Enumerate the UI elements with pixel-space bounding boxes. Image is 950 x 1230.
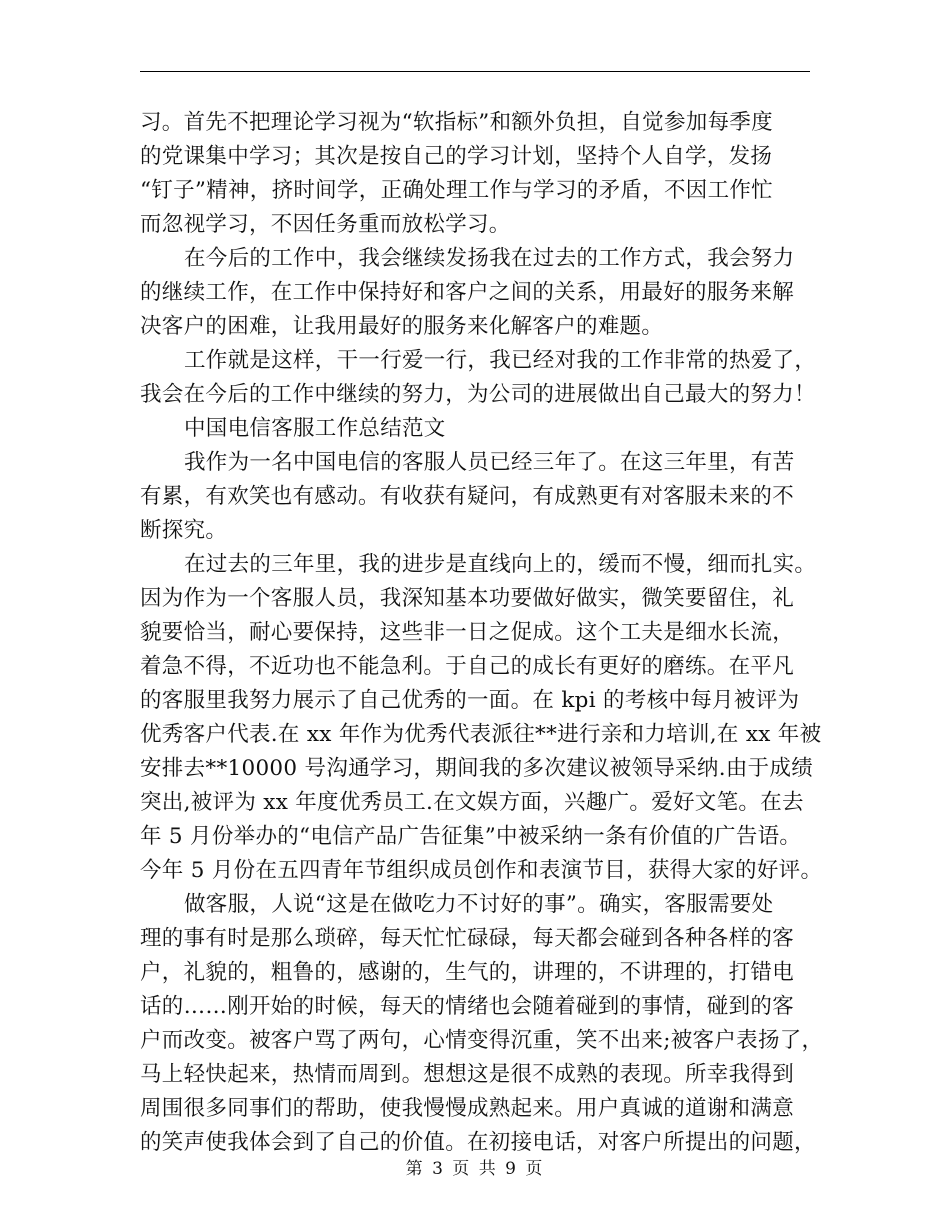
text-line: 中国电信客服工作总结范文	[184, 416, 446, 441]
text-line: 断探究。	[140, 518, 228, 543]
text-line: 貌要恰当，耐心要保持，这些非一日之促成。这个工夫是细水长流，	[140, 620, 795, 645]
text-line: “钉子”精神，挤时间学，正确处理工作与学习的矛盾，不因工作忙	[140, 178, 773, 203]
text-line: 工作就是这样，干一行爱一行，我已经对我的工作非常的热爱了，	[184, 348, 817, 373]
text-line: 在今后的工作中，我会继续发扬我在过去的工作方式，我会努力	[184, 246, 795, 271]
text-line: 户而改变。被客户骂了两句，心情变得沉重，笑不出来;被客户表扬了，	[140, 1028, 824, 1053]
header-rule	[140, 71, 810, 72]
text-line: 周围很多同事们的帮助，使我慢慢成熟起来。用户真诚的道谢和满意	[140, 1096, 795, 1121]
text-line: 话的……刚开始的时候，每天的情绪也会随着碰到的事情，碰到的客	[140, 994, 795, 1019]
text-line: 今年 5 月份在五四青年节组织成员创作和表演节目，获得大家的好评。	[140, 858, 823, 883]
text-line: 的笑声使我体会到了自己的价值。在初接电话，对客户所提出的问题，	[140, 1130, 816, 1155]
text-line: 因为作为一个客服人员，我深知基本功要做好做实，微笑要留住，礼	[140, 586, 795, 611]
text-line: 习。首先不把理论学习视为“软指标”和额外负担，自觉参加每季度	[140, 110, 773, 135]
text-line: 做客服，人说“这是在做吃力不讨好的事”。确实，客服需要处	[184, 892, 774, 917]
text-line: 户，礼貌的，粗鲁的，感谢的，生气的，讲理的，不讲理的，打错电	[140, 960, 795, 985]
text-line: 突出,被评为 xx 年度优秀员工.在文娱方面，兴趣广。爱好文笔。在去	[140, 790, 804, 815]
text-line: 着急不得，不近功也不能急利。于自己的成长有更好的磨练。在平凡	[140, 654, 795, 679]
text-line: 安排去**10000 号沟通学习，期间我的多次建议被领导采纳.由于成绩	[140, 756, 814, 781]
text-line: 我作为一名中国电信的客服人员已经三年了。在这三年里，有苦	[184, 450, 795, 475]
text-line: 年 5 月份举办的“电信产品广告征集”中被采纳一条有价值的广告语。	[140, 824, 802, 849]
text-line: 我会在今后的工作中继续的努力，为公司的进展做出自己最大的努力！	[140, 382, 816, 407]
text-line: 理的事有时是那么琐碎，每天忙忙碌碌，每天都会碰到各种各样的客	[140, 926, 795, 951]
text-line: 的继续工作，在工作中保持好和客户之间的关系，用最好的服务来解	[140, 280, 795, 305]
text-line: 的党课集中学习；其次是按自己的学习计划，坚持个人自学，发扬	[140, 144, 773, 169]
text-line: 而忽视学习，不因任务重而放松学习。	[140, 212, 511, 237]
text-line: 有累，有欢笑也有感动。有收获有疑问，有成熟更有对客服未来的不	[140, 484, 795, 509]
text-line: 在过去的三年里，我的进步是直线向上的，缓而不慢，细而扎实。	[184, 552, 817, 577]
text-line: 优秀客户代表.在 xx 年作为优秀代表派往**进行亲和力培训,在 xx 年被	[140, 722, 822, 747]
text-line: 决客户的困难，让我用最好的服务来化解客户的难题。	[140, 314, 664, 339]
text-line: 马上轻快起来，热情而周到。想想这是很不成熟的表现。所幸我得到	[140, 1062, 795, 1087]
page-number-footer: 第 3 页 共 9 页	[405, 1159, 545, 1179]
document-body	[140, 106, 824, 1160]
text-line: 的客服里我努力展示了自己优秀的一面。在 kpi 的考核中每月被评为	[140, 688, 800, 713]
